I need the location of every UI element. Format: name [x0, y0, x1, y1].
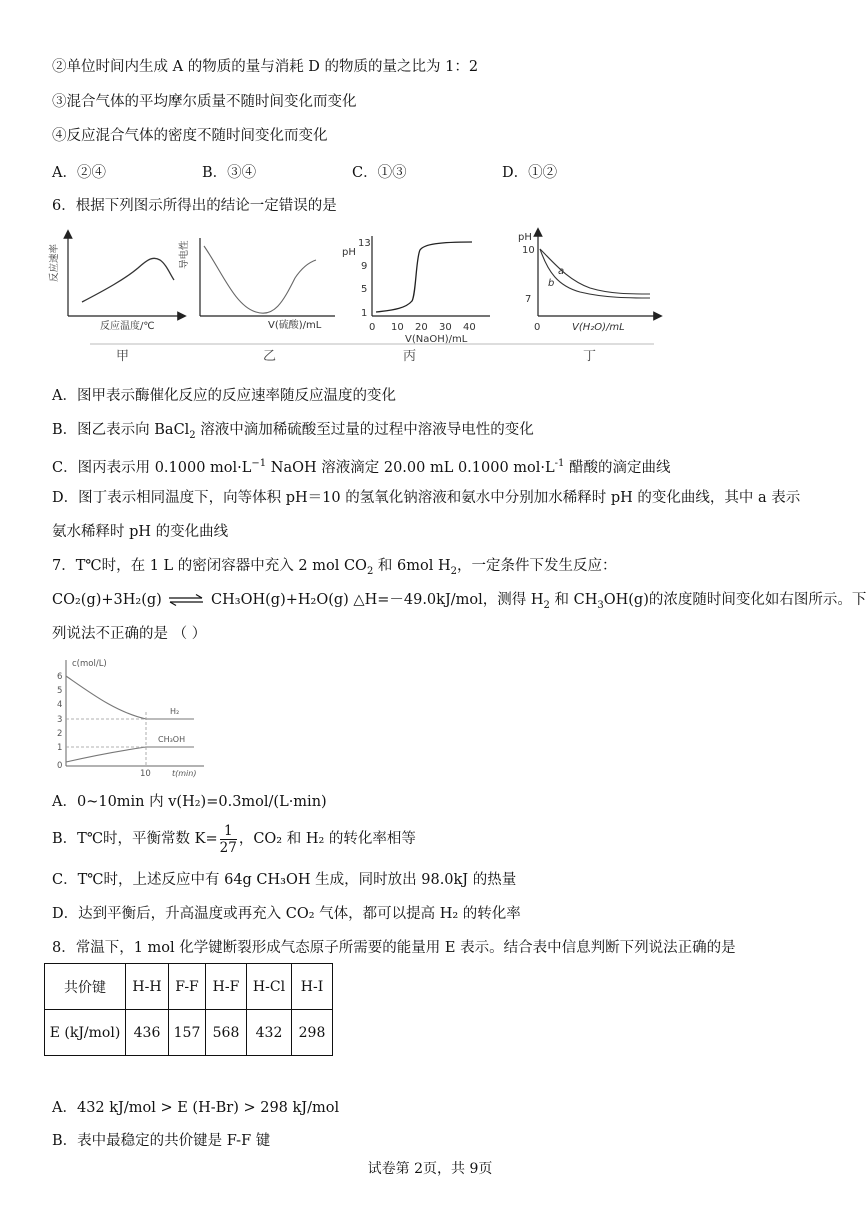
table-cell: H-I	[292, 964, 333, 1010]
q7-option-c: C．T℃时，上述反应中有 64g CH₃OH 生成，同时放出 98.0kJ 的热量	[52, 872, 517, 888]
bing-xtick-0: 0	[369, 322, 376, 333]
table-cell: 共价键	[45, 964, 126, 1010]
q7-k-fraction: $\frac{1}{27}$	[219, 822, 237, 856]
fig-label-yi: 乙	[263, 349, 277, 364]
table-cell: 432	[247, 1010, 292, 1056]
graph-ding	[518, 232, 658, 333]
yi-xlabel: V(硫酸)/mL	[268, 320, 322, 331]
q6-option-d: D．图丁表示相同温度下，向等体积 pH＝10 的氢氧化钠溶液和氨水中分别加水稀释时 pH 的变化曲线，其中 a 表示氨水稀释时 pH 的变化曲线	[52, 490, 801, 540]
q5-option-d: D．①②	[502, 165, 558, 181]
ding-ytick-7: 7	[525, 294, 532, 305]
graph-yi	[178, 238, 335, 331]
table-cell: H-F	[206, 964, 247, 1010]
jia-xlabel: 反应温度/℃	[100, 321, 155, 332]
table-cell: F-F	[169, 964, 206, 1010]
table-header-row	[45, 964, 333, 1010]
yi-ylabel: 导电性	[179, 240, 190, 269]
q6-option-b: B．图乙表示向 BaCl$_2$ 溶液中滴加稀硫酸至过量的过程中溶液导电性的变化	[52, 422, 534, 441]
table-cell: 568	[206, 1010, 247, 1056]
equilibrium-arrow-icon	[168, 594, 204, 606]
q7-ch3oh-label: CH₃OH	[158, 735, 186, 744]
q6-option-c: C．图丙表示用 0.1000 $mol\cdot L^{-1}$ NaOH 溶液滴定 20.00 mL 0.1000 $mol\cdot L^{-1}$ 醋酸的滴定曲线	[52, 458, 671, 476]
q8-stem: 8．常温下，1 mol 化学键断裂形成气态原子所需要的能量用 E 表示。结合表中信息判断下列说法正确的是	[52, 940, 736, 956]
q8-option-b: B．表中最稳定的共价键是 F-F 键	[52, 1133, 271, 1149]
table-cell: H-Cl	[247, 964, 292, 1010]
q7-h2-label: H₂	[170, 707, 180, 716]
q7-ytick-1: 1	[57, 743, 63, 753]
ding-xlabel: V(H₂O)/mL	[572, 322, 625, 333]
bing-xtick-30: 30	[439, 322, 452, 333]
q6-stem: 6．根据下列图示所得出的结论一定错误的是	[52, 198, 337, 214]
table-cell: 298	[292, 1010, 333, 1056]
bing-ytick-5: 5	[361, 284, 368, 295]
q7-xtick-10: 10	[140, 769, 151, 779]
q5-option-b: B．③④	[202, 165, 257, 181]
q7-option-d: D．达到平衡后，升高温度或再充入 CO₂ 气体，都可以提高 H₂ 的转化率	[52, 906, 521, 922]
q7-option-b: B．T℃时，平衡常数 K= $\frac{1}{27}$ ，CO₂ 和 H₂ 的转化率相等	[52, 822, 416, 856]
table-cell: 436	[126, 1010, 169, 1056]
q7-ytick-4: 4	[57, 700, 63, 710]
q7-concentration-graph	[52, 654, 212, 782]
q7-ytick-5: 5	[57, 686, 63, 696]
fig-label-bing: 丙	[403, 349, 417, 364]
jia-ylabel: 反应速率	[49, 243, 60, 282]
page-footer: 试卷第 2页，共 9页	[367, 1161, 493, 1177]
bing-xtick-10: 10	[391, 322, 404, 333]
bing-ytick-1: 1	[361, 308, 368, 319]
q5-statement-2: ②单位时间内生成 A 的物质的量与消耗 D 的物质的量之比为 1：2	[52, 59, 479, 75]
ding-xtick-0: 0	[534, 322, 541, 333]
q7-equation: CO₂(g)+3H₂(g) CH₃OH(g)+H₂O(g) △H=－49.0kJ/mol，测得 $H_2$ 和 $CH_3OH(g)$的浓度随时间变化如右图所示。下	[52, 592, 866, 611]
bing-ytick-9: 9	[361, 261, 368, 272]
fig-label-ding: 丁	[583, 349, 597, 364]
bing-xtick-40: 40	[463, 322, 476, 333]
table-cell: H-H	[126, 964, 169, 1010]
fig-label-jia: 甲	[116, 349, 130, 364]
table-row	[45, 1010, 333, 1056]
q6-option-a: A．图甲表示酶催化反应的反应速率随反应温度的变化	[52, 388, 396, 404]
q7-stem: 7．T℃时，在 1 L 的密闭容器中充入 2 mol $CO_2$ 和 6mol $H_2$，一定条件下发生反应：	[52, 558, 617, 577]
q5-option-c: C．①③	[352, 165, 407, 181]
ding-curve-a-label: a	[558, 266, 565, 277]
ding-ylabel: pH	[518, 232, 532, 243]
bing-ylabel: pH	[342, 247, 356, 258]
bing-xlabel: V(NaOH)/mL	[405, 334, 468, 345]
bing-xtick-20: 20	[415, 322, 428, 333]
table-cell: 157	[169, 1010, 206, 1056]
q5-statement-3: ③混合气体的平均摩尔质量不随时间变化而变化	[52, 94, 357, 110]
q7-ytick-0: 0	[57, 761, 63, 771]
table-cell: E (kJ/mol)	[45, 1010, 126, 1056]
ding-curve-b-label: b	[548, 278, 555, 289]
q8-option-a: A．432 kJ/mol > E (H-Br) > 298 kJ/mol	[52, 1100, 340, 1116]
q5-option-a: A．②④	[52, 165, 106, 181]
bing-ytick-13: 13	[358, 238, 371, 249]
q7-stem-line3: 列说法不正确的是 （ ）	[52, 626, 207, 642]
q7-graph-ylabel: c(mol/L)	[72, 659, 107, 669]
q5-statement-4: ④反应混合气体的密度不随时间变化而变化	[52, 128, 328, 144]
q7-xlabel: t(min)	[172, 769, 197, 778]
q7-ytick-6: 6	[57, 672, 63, 682]
q7-ytick-2: 2	[57, 729, 63, 739]
q6-figure-strip	[49, 224, 660, 366]
graph-jia	[48, 234, 182, 332]
ding-ytick-10: 10	[522, 245, 535, 256]
q7-option-a: A．0~10min 内 v(H₂)=0.3mol/(L·min)	[52, 794, 327, 810]
bond-energy-table	[44, 963, 333, 1056]
q7-ytick-3: 3	[57, 715, 63, 725]
graph-bing	[342, 236, 490, 345]
